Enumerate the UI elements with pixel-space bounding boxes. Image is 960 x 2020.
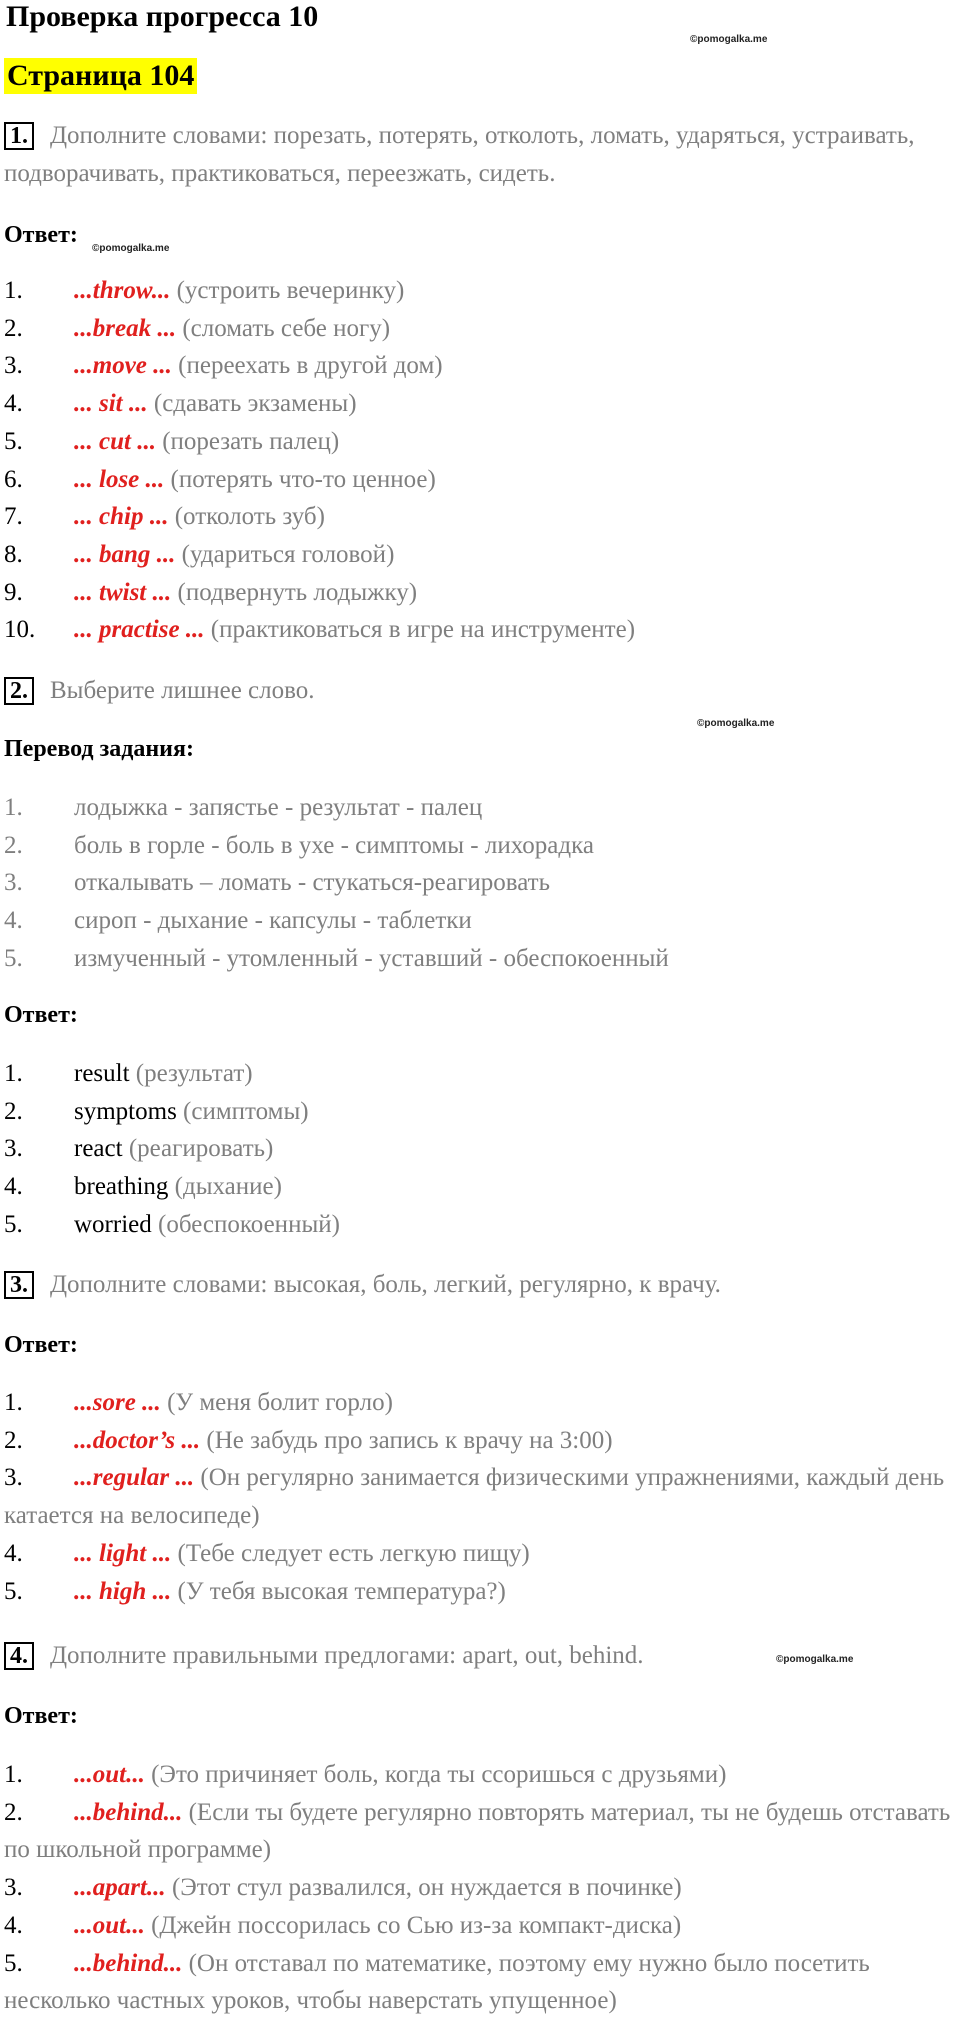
- list-item: 3. react (реагировать): [4, 1135, 274, 1163]
- list-item: 8. ... bang ... (удариться головой): [4, 540, 395, 568]
- list-item: 10. ... practise ... (практиковаться в игре на инструменте): [4, 616, 636, 644]
- list-item: 1. result (результат): [4, 1060, 253, 1087]
- task-1-answer-label: Ответ:: [4, 222, 78, 248]
- task-3-number: 3.: [4, 1271, 34, 1299]
- list-item: 6. ... lose ... (потерять что-то ценное): [4, 465, 436, 493]
- watermark: ©pomogalka.me: [92, 243, 170, 254]
- list-item: 4. ... light ... (Тебе следует есть легкую пищу): [4, 1539, 530, 1567]
- task-2-number: 2.: [4, 677, 34, 705]
- task-4-answer-label: Ответ:: [4, 1703, 78, 1729]
- list-item: 1. лодыжка - запястье - результат - палец: [4, 794, 483, 821]
- task-3-instruction: [4, 1266, 721, 1304]
- watermark: ©pomogalka.me: [776, 1654, 854, 1665]
- list-item: 9. ... twist ... (подвернуть лодыжку): [4, 578, 418, 606]
- list-item: 3. ...move ... (переехать в другой дом): [4, 352, 443, 380]
- list-item: 1. ...throw... (устроить вечеринку): [4, 277, 405, 304]
- list-item: 5. ... cut ... (порезать палец): [4, 427, 340, 455]
- list-item: 3. откалывать – ломать - стукаться-реагировать: [4, 869, 550, 897]
- list-item: 5. ...behind... (Он отставал по математике, поэтому ему нужно было посетить несколько частных уроков, чтобы наверстать упущенное): [4, 1949, 870, 2015]
- list-item: 2. боль в горле - боль в ухе - симптомы - лихорадка: [4, 831, 594, 859]
- list-item: 7. ... chip ... (отколоть зуб): [4, 503, 325, 531]
- list-item: 4. breathing (дыхание): [4, 1173, 282, 1201]
- task-4-answer-list: [4, 1756, 956, 2020]
- task-4-number: 4.: [4, 1642, 34, 1670]
- list-item: 5. worried (обеспокоенный): [4, 1210, 340, 1238]
- list-item: 1. ...sore ... (У меня болит горло): [4, 1389, 393, 1416]
- list-item: 3. ...apart... (Этот стул развалился, он нуждается в починке): [4, 1874, 682, 1902]
- list-item: 2. ...break ... (сломать себе ногу): [4, 314, 391, 342]
- task-1-text: Дополните словами: порезать, потерять, отколоть, ломать, ударяться, устраивать, подворачивать, практиковаться, переезжать, сидеть.: [4, 122, 915, 187]
- list-item: 2. ...behind... (Если ты будете регулярно повторять материал, ты не будешь отставать по школьной программе): [4, 1798, 951, 1864]
- task-1-instruction: [4, 117, 954, 193]
- list-item: 2. symptoms (симптомы): [4, 1097, 309, 1125]
- list-item: 1. ...out... (Это причиняет боль, когда ты ссоришься с друзьями): [4, 1761, 727, 1788]
- task-3-answer-list: [4, 1384, 956, 1610]
- task-2-translation-label: Перевод задания:: [4, 736, 194, 762]
- task-3-text: Дополните словами: высокая, боль, легкий, регулярно, к врачу.: [50, 1271, 721, 1298]
- list-item: 5. ... high ... (У тебя высокая температура?): [4, 1577, 506, 1605]
- list-item: 5. измученный - утомленный - уставший - обеспокоенный: [4, 944, 669, 972]
- list-item: 3. ...regular ... (Он регулярно занимается физическими упражнениями, каждый день катается на велосипеде): [4, 1464, 945, 1530]
- task-2-instruction: [4, 672, 315, 710]
- watermark: ©pomogalka.me: [697, 718, 775, 729]
- task-4-text: Дополните правильными предлогами: apart, out, behind.: [50, 1642, 644, 1669]
- list-item: 4. ...out... (Джейн поссорилась со Сью из-за компакт-диска): [4, 1911, 682, 1939]
- page-title: Проверка прогресса 10: [6, 0, 319, 33]
- task-1-number: 1.: [4, 122, 34, 150]
- task-4-instruction: [4, 1637, 644, 1675]
- list-item: 4. сироп - дыхание - капсулы - таблетки: [4, 907, 472, 935]
- list-item: 2. ...doctor’s ... (Не забудь про запись к врачу на 3:00): [4, 1426, 613, 1454]
- list-item: 4. ... sit ... (сдавать экзамены): [4, 390, 357, 418]
- task-2-answer-list: [4, 1055, 956, 1244]
- watermark: ©pomogalka.me: [690, 34, 768, 45]
- task-2-translation-list: [4, 789, 956, 978]
- task-3-answer-label: Ответ:: [4, 1332, 78, 1358]
- task-1-answer-list: [4, 272, 956, 649]
- page-number-heading: Страница 104: [4, 58, 197, 94]
- task-2-answer-label: Ответ:: [4, 1002, 78, 1028]
- task-2-text: Выберите лишнее слово.: [50, 677, 315, 704]
